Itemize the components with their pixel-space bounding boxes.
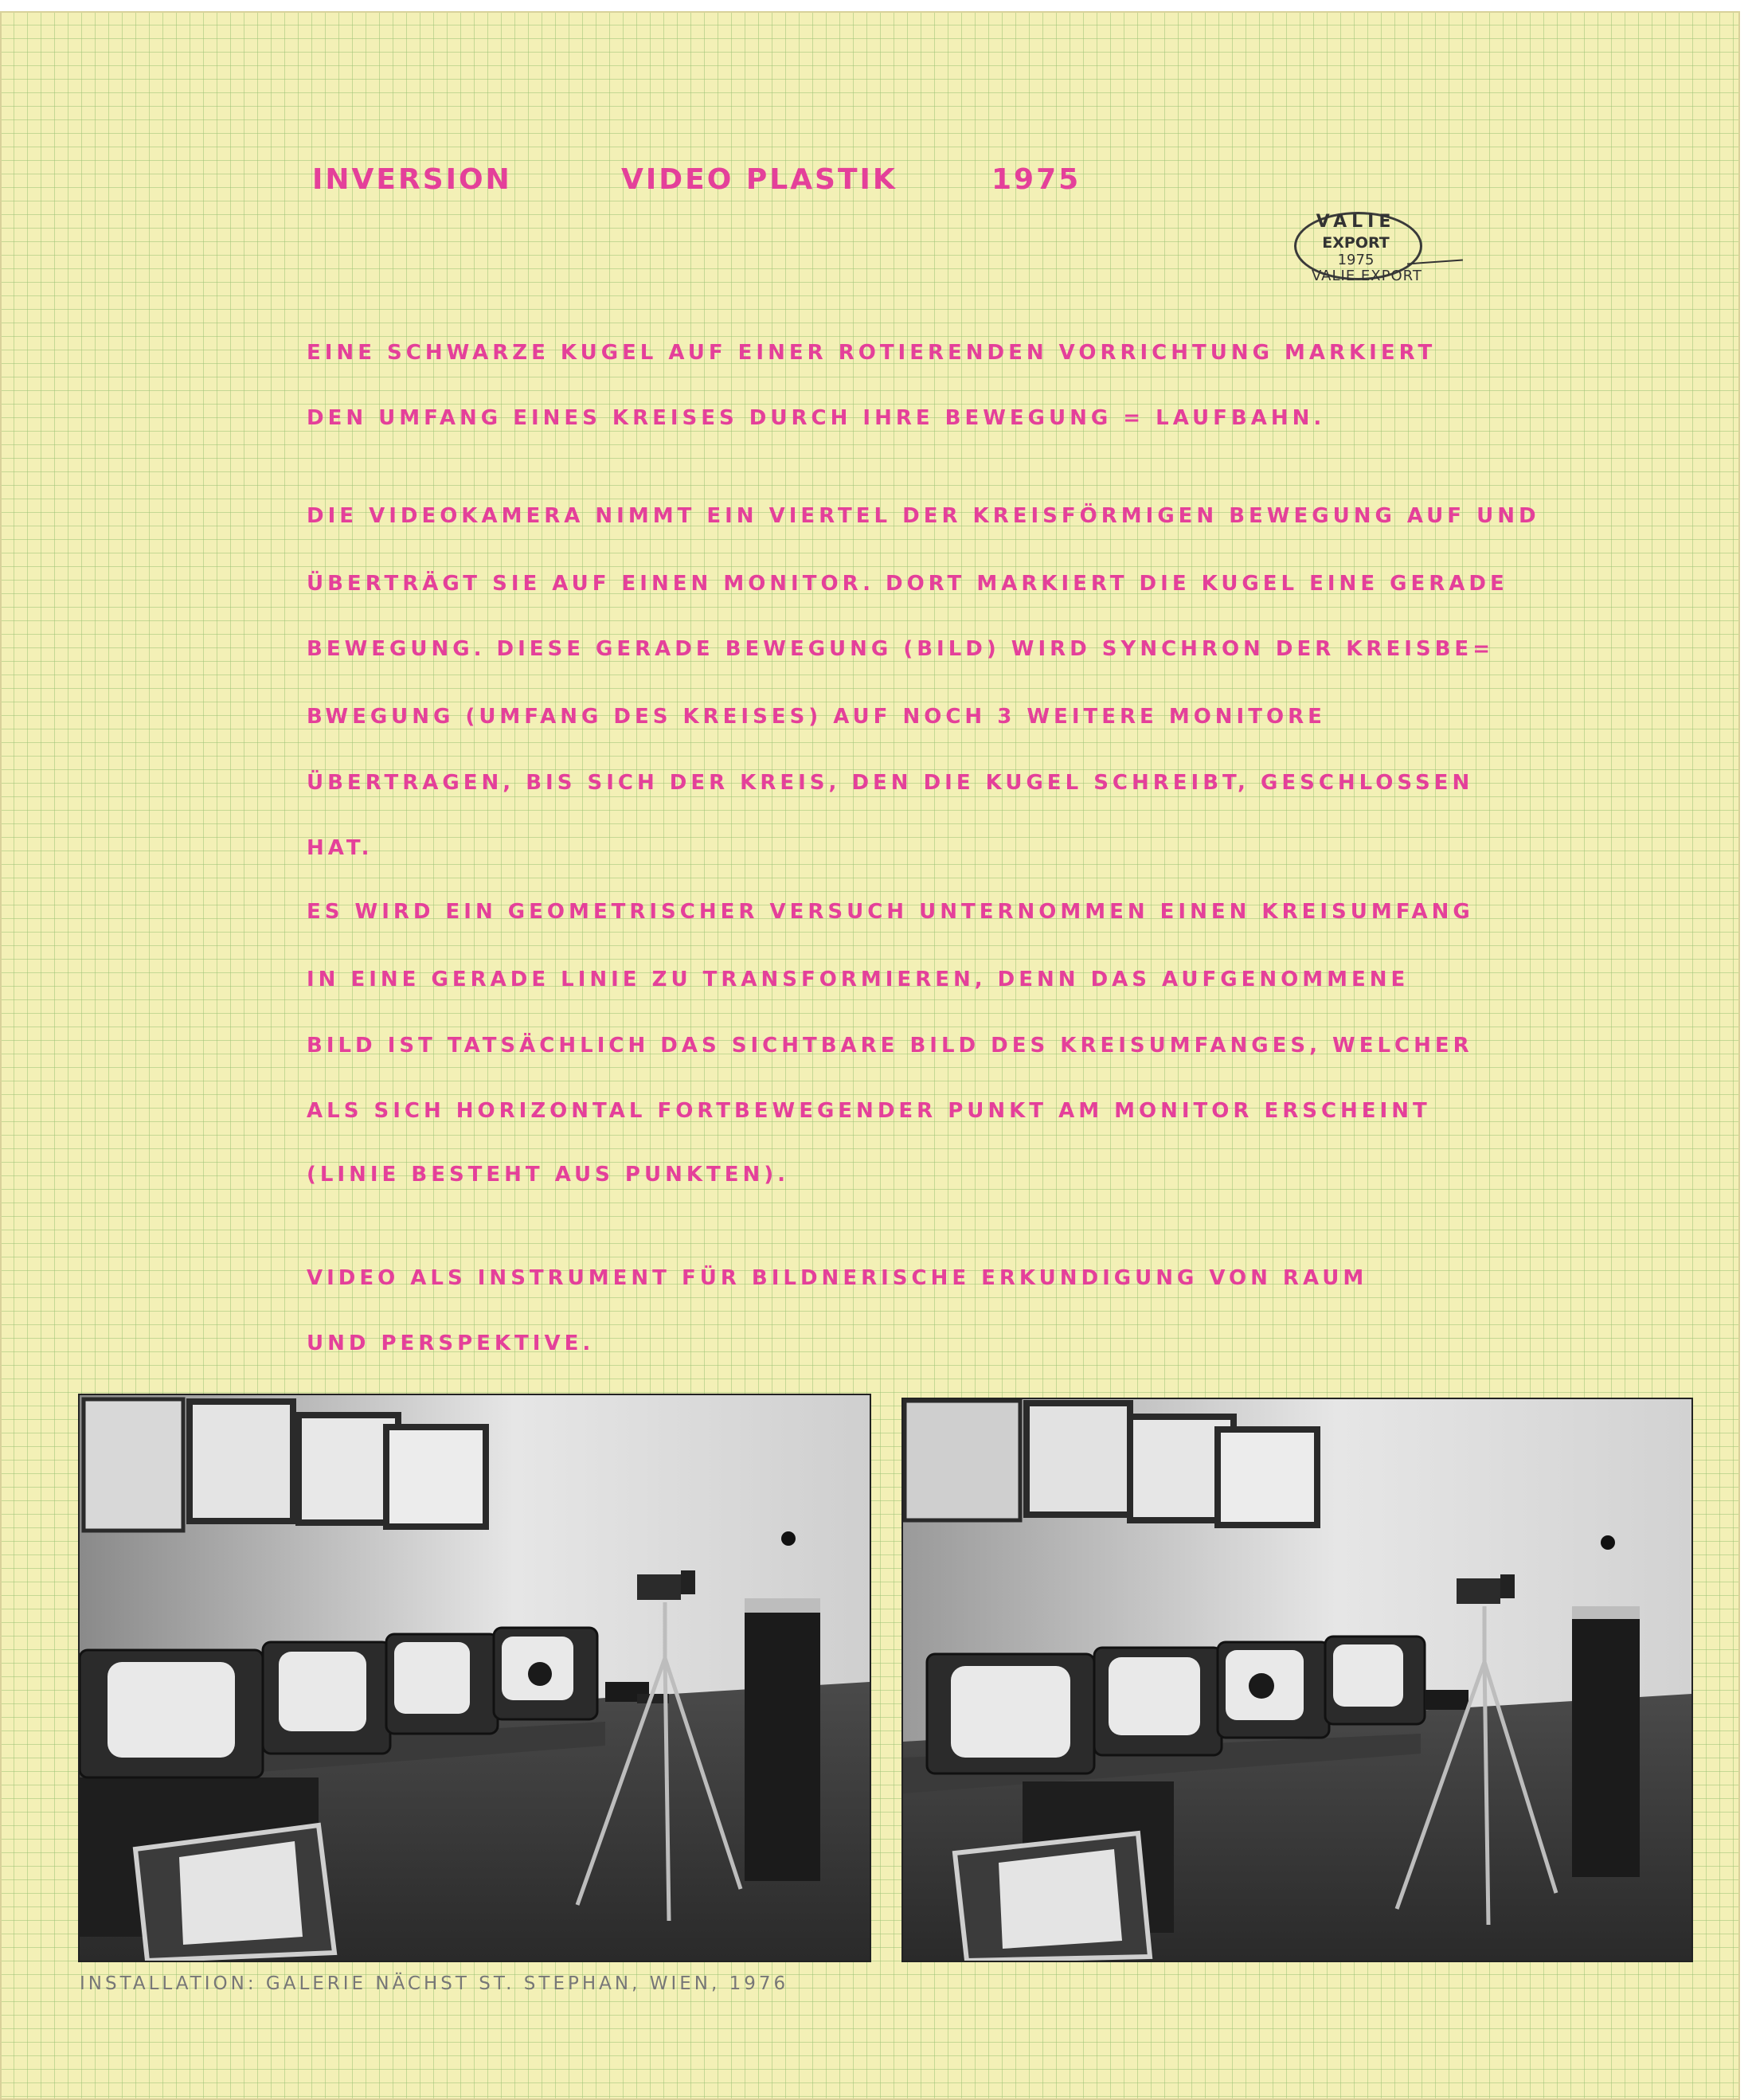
year: 1975 (991, 163, 1081, 196)
photo-caption: INSTALLATION: GALERIE NÄCHST ST. STEPHAN, WIEN, 1976 (80, 1973, 789, 1994)
body-line-12: ALS SICH HORIZONTAL FORTBEWEGENDER PUNKT AM MONITOR ERSCHEINT (307, 1099, 1431, 1123)
body-line-15: UND PERSPEKTIVE. (307, 1332, 595, 1355)
installation-photo-left (78, 1394, 871, 1962)
stamp-middle-text: EXPORT (1322, 234, 1390, 252)
subtitle: VIDEO PLASTIK (621, 163, 898, 196)
body-line-8: HAT. (307, 836, 373, 860)
body-line-14: VIDEO ALS INSTRUMENT FÜR BILDNERISCHE ERKUNDIGUNG VON RAUM (307, 1266, 1368, 1290)
body-line-10: IN EINE GERADE LINIE ZU TRANSFORMIEREN, DENN DAS AUFGENOMMENE (307, 968, 1410, 991)
body-line-11: BILD IST TATSÄCHLICH DAS SICHTBARE BILD DES KREISUMFANGES, WELCHER (307, 1034, 1473, 1058)
installation-photo-right (901, 1398, 1693, 1962)
signature: VALIE EXPORT (1312, 268, 1422, 284)
body-line-4: ÜBERTRÄGT SIE AUF EINEN MONITOR. DORT MARKIERT DIE KUGEL EINE GERADE (307, 572, 1508, 596)
stamp-year: 1975 (1337, 252, 1375, 268)
body-line-1: EINE SCHWARZE KUGEL AUF EINER ROTIERENDEN VORRICHTUNG MARKIERT (307, 341, 1437, 365)
body-line-2: DEN UMFANG EINES KREISES DURCH IHRE BEWEGUNG = LAUFBAHN. (307, 406, 1326, 430)
body-line-3: DIE VIDEOKAMERA NIMMT EIN VIERTEL DER KREISFÖRMIGEN BEWEGUNG AUF UND (307, 504, 1540, 528)
body-line-5: BEWEGUNG. DIESE GERADE BEWEGUNG (BILD) WIRD SYNCHRON DER KREISBE= (307, 637, 1494, 661)
artist-stamp (1288, 205, 1431, 293)
stamp-top-text: VALIE (1316, 212, 1396, 232)
body-line-9: ES WIRD EIN GEOMETRISCHER VERSUCH UNTERNOMMEN EINEN KREISUMFANG (307, 900, 1474, 924)
title: INVERSION (312, 163, 512, 196)
body-line-6: BWEGUNG (UMFANG DES KREISES) AUF NOCH 3 WEITERE MONITORE (307, 705, 1326, 729)
body-line-7: ÜBERTRAGEN, BIS SICH DER KREIS, DEN DIE KUGEL SCHREIBT, GESCHLOSSEN (307, 771, 1474, 795)
body-line-13: (LINIE BESTEHT AUS PUNKTEN). (307, 1163, 790, 1187)
